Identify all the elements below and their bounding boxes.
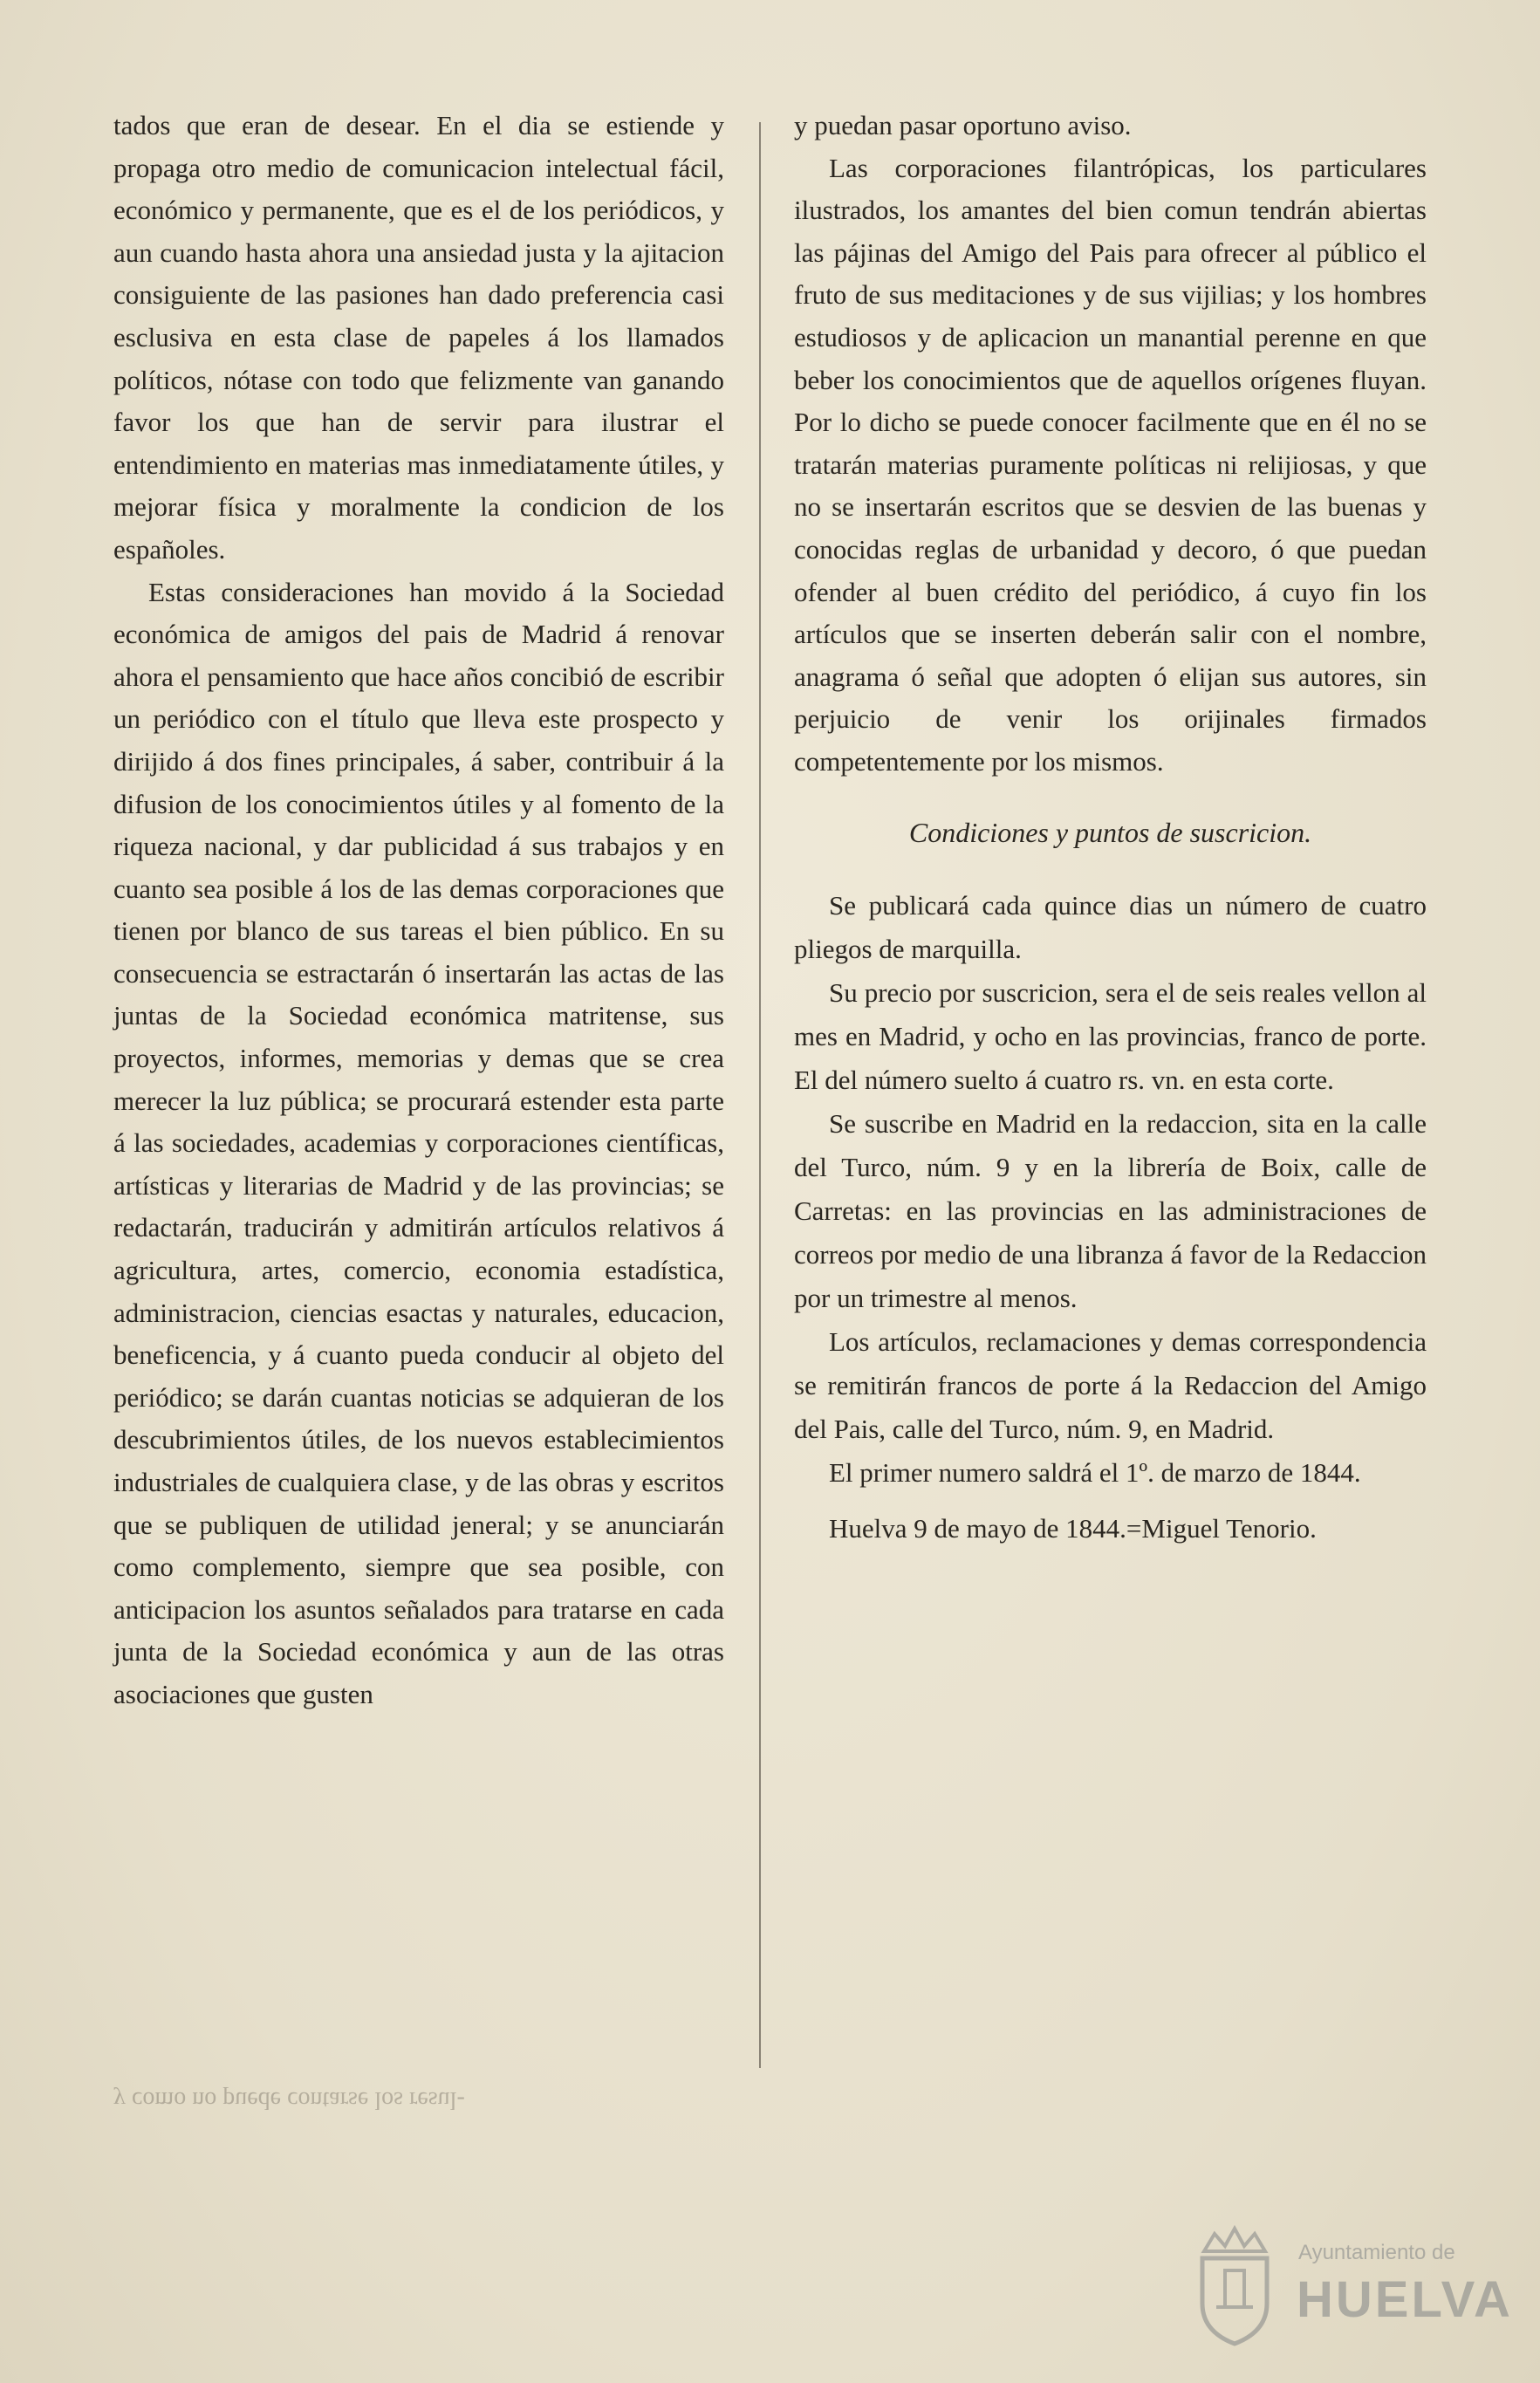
condition-5: El primer numero saldrá el 1º. de marzo de 1844. — [829, 1456, 1361, 1488]
signature: Huelva 9 de mayo de 1844.=Miguel Tenorio. — [829, 1512, 1317, 1544]
watermark-logo — [1187, 2216, 1513, 2347]
condition-3: Se suscribe en Madrid en la redaccion, sita en la calle del Turco, núm. 9 y en la librería de Boix, calle de Carretas: en las provincias en las administraciones de correos por medio de una libranza á favor de la Redaccion por un trimestre al menos. — [794, 1107, 1427, 1313]
column-divider — [759, 122, 761, 2068]
watermark-line-2: HUELVA — [1297, 2271, 1513, 2328]
left-paragraph-2: Estas consideraciones han movido á la Sociedad económica de amigos del pais de Madrid á renovar ahora el pensamiento que hace años concibió de escribir un periódico con el título que lleva este prospecto y dirijido á dos fines principales, á saber, contribuir á la difusion de los conocimientos útiles y al fomento de la riqueza nacional, y dar publicidad á sus trabajos y en cuanto sea posible á los de las demas corporaciones que tienen por blanco de sus tareas el bien público. En su consecuencia se estractarán ó insertarán las actas de las juntas de la Sociedad económica matritense, sus proyectos, informes, memorias y demas que se crea merecer la luz pública; se procurará estender esta parte á las sociedades, academias y corporaciones científicas, artísticas y literarias de Madrid y de las provincias; se redactarán, traducirán y admitirán artículos relativos á agricultura, artes, comercio, economia estadística, administracion, ciencias esactas y naturales, educacion, beneficencia, y á cuanto pueda conducir al objeto del periódico; se darán cuantas noticias se adquieran de los descubrimientos útiles, de los nuevos establecimientos industriales de cualquiera clase, y de las obras y escritos que se publiquen de utilidad jeneral; y se anunciarán como complemento, siempre que sea posible, con anticipacion los asuntos señalados para tratarse en cada junta de la Sociedad económica y aun de las otras asociaciones que gusten — [113, 576, 724, 1709]
conditions-list — [794, 884, 1427, 1551]
condition-2: Su precio por suscricion, sera el de seis reales vellon al mes en Madrid, y ocho en las provincias, franco de porte. El del número suelto á cuatro rs. vn. en esta corte. — [794, 976, 1427, 1095]
right-paragraph-1: y puedan pasar oportuno aviso. — [794, 110, 1132, 140]
bleed-through-text: y como no puede contarse los resul- — [113, 2086, 465, 2113]
right-column — [794, 105, 1427, 1551]
condition-4: Los artículos, reclamaciones y demas correspondencia se remitirán francos de porte á la Redaccion del Amigo del Pais, calle del Turco, núm. 9, en Madrid. — [794, 1325, 1427, 1444]
watermark-line-1: Ayuntamiento de — [1298, 2241, 1455, 2264]
crown-shield-icon — [1187, 2216, 1283, 2347]
right-paragraph-2: Las corporaciones filantrópicas, los particulares ilustrados, los amantes del bien comun tendrán abiertas las pájinas del Amigo del Pais para ofrecer al público el fruto de sus meditaciones y de sus vijilias; y los hombres estudiosos y de aplicacion un manantial perenne en que beber los conocimientos que de aquellos orígenes fluyan. Por lo dicho se puede conocer facilmente que en él no se tratarán materias puramente políticas ni relijiosas, y que no se insertarán escritos que se desvien de las buenas y conocidas reglas de urbanidad y decoro, ó que puedan ofender al buen crédito del periódico, á cuyo fin los artículos que se inserten deberán salir con el nombre, anagrama ó señal que adopten ó elijan sus autores, sin perjuicio de venir los orijinales firmados competentemente por los mismos. — [794, 152, 1427, 777]
condition-1: Se publicará cada quince dias un número de cuatro pliegos de marquilla. — [794, 889, 1427, 964]
left-paragraph-1: tados que eran de desear. En el dia se estiende y propaga otro medio de comunicacion intelectual fácil, económico y permanente, que es el de los periódicos, y aun cuando hasta ahora una ansiedad justa y la ajitacion consiguiente de las pasiones han dado preferencia casi esclusiva en esta clase de papeles á los llamados políticos, nótase con todo que felizmente van ganando favor los que han de servir para ilustrar el entendimiento en materias mas inmediatamente útiles, y mejorar física y moralmente la condicion de los españoles. — [113, 110, 724, 565]
section-heading: Condiciones y puntos de suscricion. — [908, 816, 1312, 848]
left-column — [113, 105, 724, 1716]
